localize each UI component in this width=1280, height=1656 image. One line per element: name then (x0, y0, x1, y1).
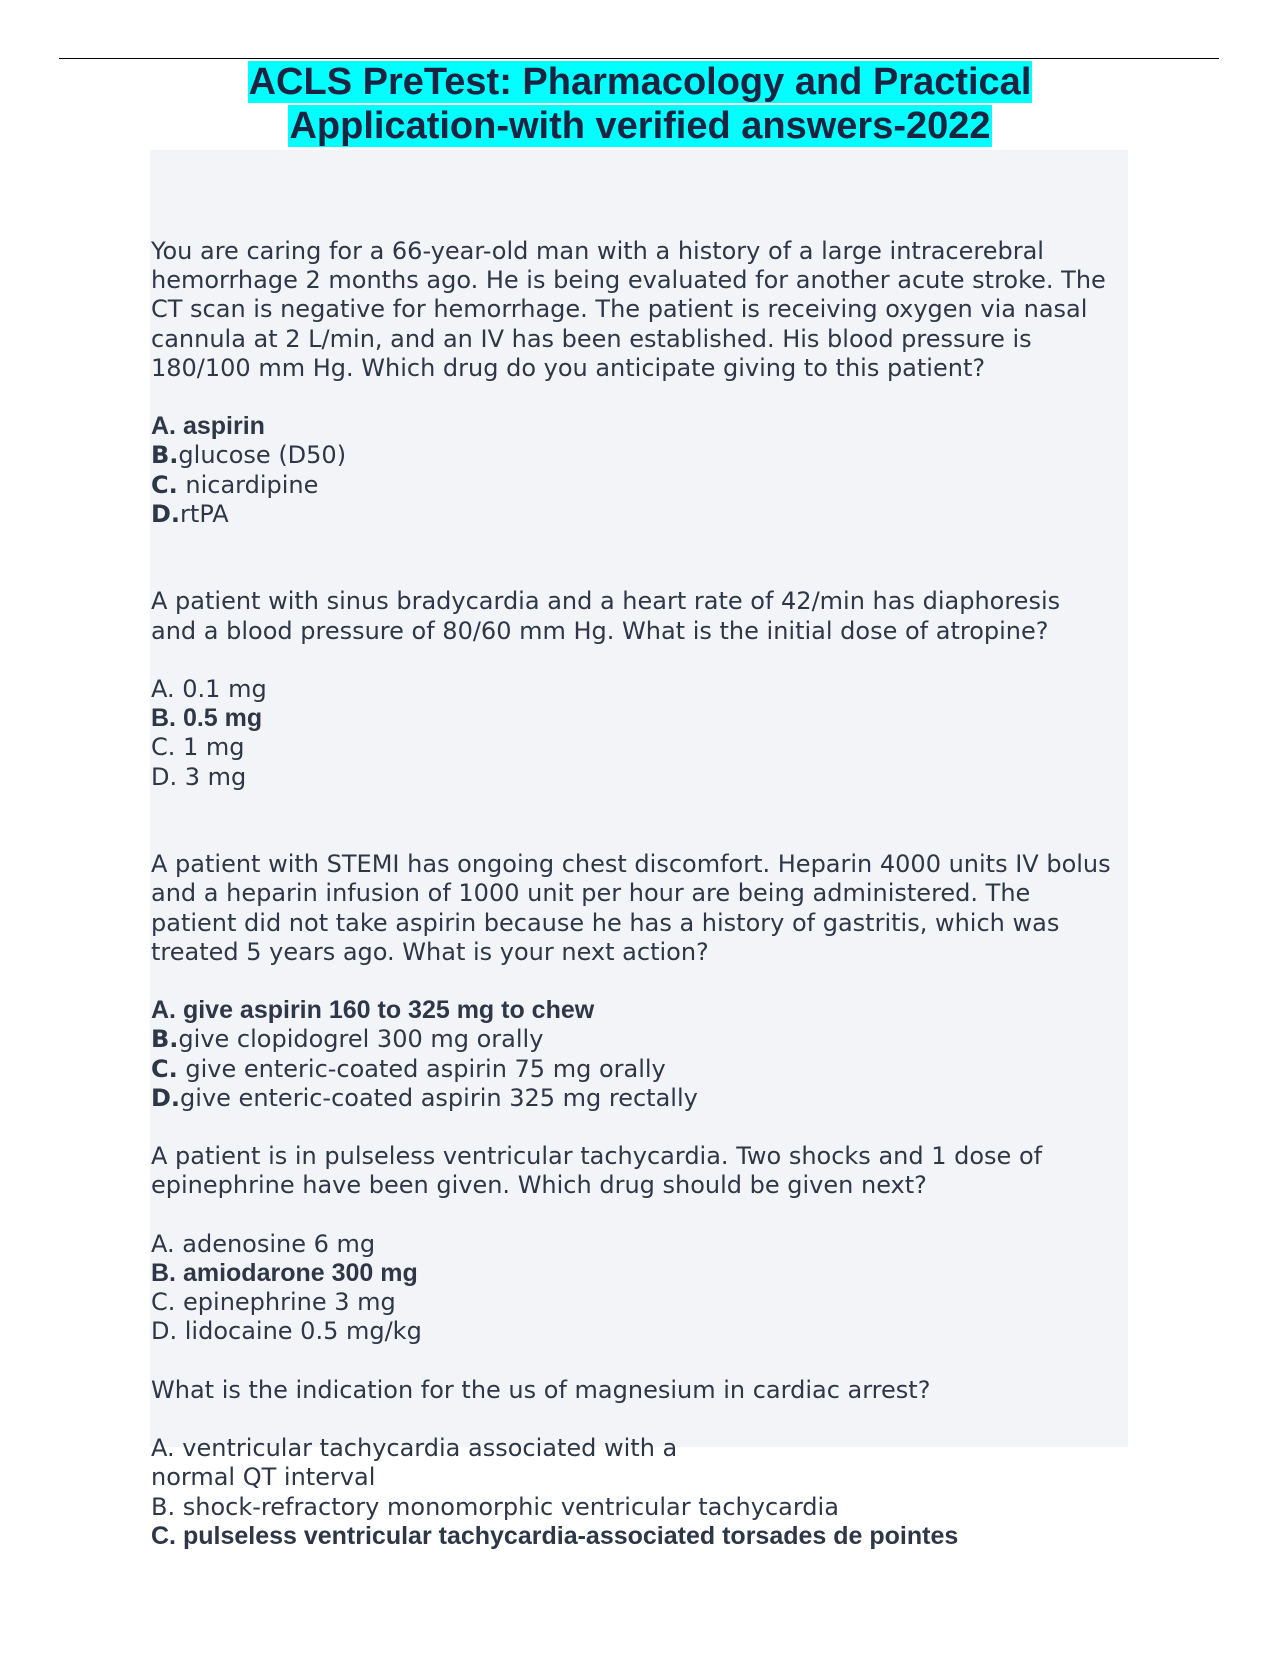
answer-option: D.rtPA (151, 499, 229, 528)
answer-option-correct: C. pulseless ventricular tachycardia-associated torsades de pointes (151, 1521, 959, 1550)
top-rule (59, 58, 1219, 59)
question-4-options (151, 1230, 1136, 1347)
question-2-text: A patient with sinus bradycardia and a heart rate of 42/min has diaphoresis and a blood pressure of 80/60 mm Hg. What is the initial dose of atropine? (151, 587, 1061, 645)
answer-option: D. 3 mg (151, 762, 247, 791)
answer-option: D. lidocaine 0.5 mg/kg (151, 1317, 422, 1346)
title-line-2: Application-with verified answers-2022 (289, 105, 991, 147)
answer-option: A. ventricular tachycardia associated with a (151, 1434, 678, 1463)
question-3-options (151, 996, 1136, 1113)
answer-option: B. shock-refractory monomorphic ventricular tachycardia (151, 1492, 839, 1521)
answer-option-correct: B. amiodarone 300 mg (151, 1259, 418, 1287)
question-4-text: A patient is in pulseless ventricular tachycardia. Two shocks and 1 dose of epinephrine have been given. Which drug should be given next? (151, 1142, 1043, 1200)
answer-option-correct: A. give aspirin 160 to 325 mg to chew (151, 996, 595, 1025)
answer-option: C. nicardipine (151, 470, 319, 499)
answer-option: B.glucose (D50) (151, 441, 347, 470)
document-title (0, 60, 1280, 148)
answer-option: D.give enteric-coated aspirin 325 mg rectally (151, 1083, 698, 1112)
answer-option: B.give clopidogrel 300 mg orally (151, 1025, 544, 1054)
question-5-text: What is the indication for the us of magnesium in cardiac arrest? (151, 1375, 931, 1404)
answer-option-continued: normal QT interval (151, 1463, 376, 1492)
question-2-options (151, 675, 1136, 792)
question-5-options (151, 1434, 1136, 1551)
answer-option: A. 0.1 mg (151, 675, 267, 703)
answer-option: A. adenosine 6 mg (151, 1229, 376, 1258)
answer-option: C. 1 mg (151, 733, 245, 762)
answer-option: C. epinephrine 3 mg (151, 1288, 396, 1317)
question-1-options (151, 412, 1136, 529)
answer-option: C. give enteric-coated aspirin 75 mg orally (151, 1054, 666, 1083)
question-3-text: A patient with STEMI has ongoing chest discomfort. Heparin 4000 units IV bolus and a heparin infusion of 1000 unit per hour are being administered. The patient did not take aspirin because he has a history of gastritis, which was treated 5 years ago. What is your next action? (151, 850, 1111, 966)
question-1-text: You are caring for a 66-year-old man with a history of a large intracerebral hemorrhage 2 months ago. He is being evaluated for another acute stroke. The CT scan is negative for hemorrhage. The patient is receiving oxygen via nasal cannula at 2 L/min, and an IV has been established. His blood pressure is 180/100 mm Hg. Which drug do you anticipate giving to this patient? (151, 237, 1106, 382)
answer-option-correct: A. aspirin (151, 412, 265, 441)
document-body (151, 237, 1136, 1551)
title-line-1: ACLS PreTest: Pharmacology and Practical (248, 61, 1032, 103)
answer-option-correct: B. 0.5 mg (151, 704, 263, 733)
